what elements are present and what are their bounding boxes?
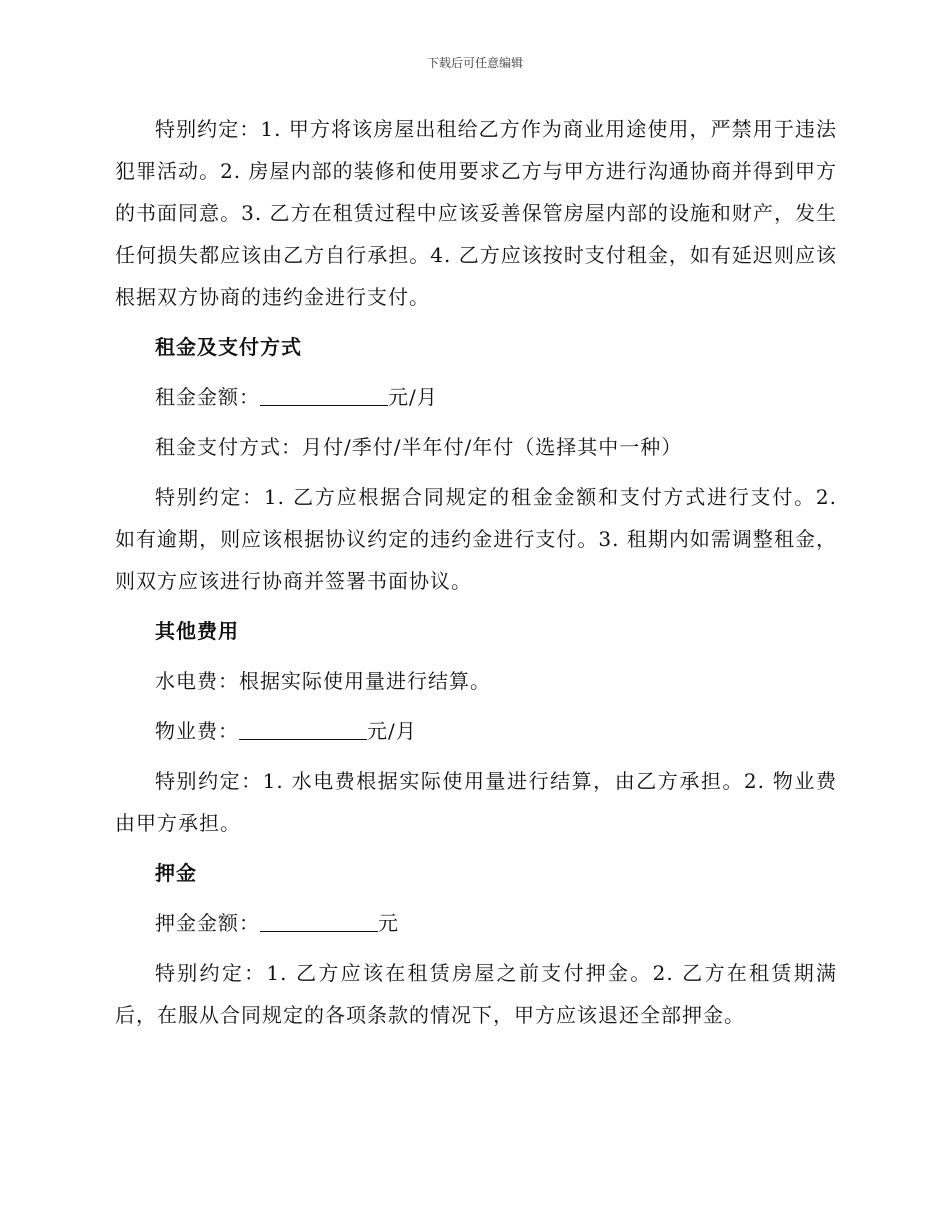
deposit-amount-blank — [260, 911, 378, 932]
document-body — [115, 108, 837, 1036]
deposit-amount-line — [115, 902, 837, 944]
fees-heading: 其他费用 — [155, 619, 239, 643]
property-fee-line — [115, 710, 837, 752]
rent-amount-blank — [260, 385, 388, 406]
fees-special-terms: 特别约定：1. 水电费根据实际使用量进行结算，由乙方承担。2. 物业费由甲方承担。 — [115, 769, 837, 835]
deposit-amount-label: 押金金额： — [155, 911, 260, 935]
property-fee-label: 物业费： — [155, 719, 239, 743]
rent-amount-unit: 元/月 — [388, 385, 438, 409]
page-header: 下载后可任意编辑 — [426, 56, 523, 70]
property-fee-unit: 元/月 — [367, 719, 417, 743]
property-fee-blank — [239, 719, 367, 740]
usage-special-terms: 特别约定：1. 甲方将该房屋出租给乙方作为商业用途使用，严禁用于违法犯罪活动。2. 房屋内部的装修和使用要求乙方与甲方进行沟通协商并得到甲方的书面同意。3. 乙方在租赁过程中应该妥善保管房屋内部的设施和财产，发生任何损失都应该由乙方自行承担。4. 乙方应该按时支付租金，如有延迟则应该根据双方协商的违约金进行支付。 — [115, 117, 837, 309]
rent-amount-line — [115, 376, 837, 418]
rent-special-terms: 特别约定：1. 乙方应根据合同规定的租金金额和支付方式进行支付。2. 如有逾期，则应该根据协议约定的违约金进行支付。3. 租期内如需调整租金，则双方应该进行协商并签署书面协议。 — [115, 485, 837, 593]
rent-amount-label: 租金金额： — [155, 385, 260, 409]
utility-fee-line: 水电费：根据实际使用量进行结算。 — [155, 669, 491, 693]
rent-heading: 租金及支付方式 — [155, 335, 302, 359]
rent-payment-method: 租金支付方式：月付/季付/半年付/年付（选择其中一种） — [155, 435, 683, 459]
deposit-special-terms: 特别约定：1. 乙方应该在租赁房屋之前支付押金。2. 乙方在租赁期满后，在服从合同规定的各项条款的情况下，甲方应该退还全部押金。 — [115, 961, 837, 1027]
deposit-amount-unit: 元 — [378, 911, 399, 935]
deposit-heading: 押金 — [155, 861, 197, 885]
